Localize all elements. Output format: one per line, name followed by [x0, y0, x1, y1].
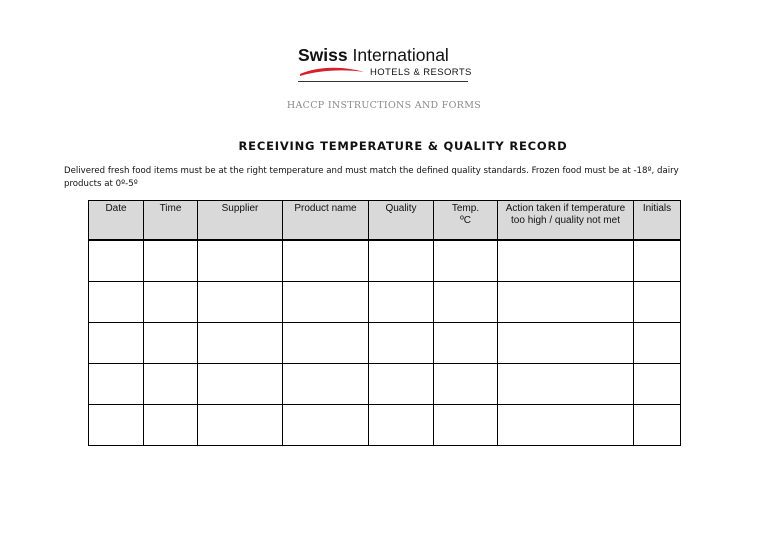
cell-time[interactable]	[144, 364, 198, 405]
header-action-line2: too high / quality not met	[511, 215, 620, 226]
header-supplier: Supplier	[198, 201, 283, 241]
cell-product-name[interactable]	[283, 364, 369, 405]
logo-underline	[298, 81, 468, 82]
cell-quality[interactable]	[369, 240, 434, 282]
cell-action[interactable]	[498, 364, 634, 405]
cell-temp[interactable]	[434, 282, 498, 323]
cell-initials[interactable]	[634, 282, 681, 323]
cell-supplier[interactable]	[198, 364, 283, 405]
logo-wordmark	[298, 44, 449, 66]
cell-temp[interactable]	[434, 364, 498, 405]
header-temp	[434, 201, 498, 241]
cell-date[interactable]	[89, 364, 144, 405]
table-body	[89, 240, 681, 446]
cell-action[interactable]	[498, 323, 634, 364]
cell-supplier[interactable]	[198, 323, 283, 364]
cell-date[interactable]	[89, 282, 144, 323]
cell-quality[interactable]	[369, 405, 434, 446]
logo-brand-regular: International	[352, 45, 449, 65]
company-logo	[298, 44, 470, 88]
cell-temp[interactable]	[434, 323, 498, 364]
table-row	[89, 323, 681, 364]
cell-action[interactable]	[498, 282, 634, 323]
logo-brand-bold: Swiss	[298, 45, 348, 65]
cell-time[interactable]	[144, 240, 198, 282]
cell-time[interactable]	[144, 405, 198, 446]
logo-subtitle: HOTELS & RESORTS	[370, 67, 472, 78]
cell-time[interactable]	[144, 323, 198, 364]
table-row	[89, 364, 681, 405]
table-header-row	[89, 201, 681, 241]
header-temp-line2: ºC	[460, 215, 471, 226]
table-row	[89, 240, 681, 282]
cell-quality[interactable]	[369, 282, 434, 323]
cell-product-name[interactable]	[283, 240, 369, 282]
cell-date[interactable]	[89, 405, 144, 446]
cell-supplier[interactable]	[198, 405, 283, 446]
cell-date[interactable]	[89, 240, 144, 282]
cell-supplier[interactable]	[198, 282, 283, 323]
cell-initials[interactable]	[634, 364, 681, 405]
header-date: Date	[89, 201, 144, 241]
cell-action[interactable]	[498, 240, 634, 282]
header-quality: Quality	[369, 201, 434, 241]
table-row	[89, 405, 681, 446]
document-title: RECEIVING TEMPERATURE & QUALITY RECORD	[238, 139, 568, 153]
cell-quality[interactable]	[369, 364, 434, 405]
section-title: HACCP INSTRUCTIONS AND FORMS	[286, 100, 482, 111]
intro-text: Delivered fresh food items must be at the right temperature and must match the defined quality standards. Frozen food must be at -18º, dairy products at 0º-5º	[64, 166, 679, 189]
table-row	[89, 282, 681, 323]
cell-product-name[interactable]	[283, 405, 369, 446]
cell-temp[interactable]	[434, 405, 498, 446]
header-temp-line1: Temp.	[451, 203, 480, 214]
cell-initials[interactable]	[634, 240, 681, 282]
cell-product-name[interactable]	[283, 282, 369, 323]
header-action	[498, 201, 634, 241]
header-product-name: Product name	[283, 201, 369, 241]
cell-action[interactable]	[498, 405, 634, 446]
header-time: Time	[144, 201, 198, 241]
logo-swoosh-icon	[300, 66, 364, 78]
header-action-line1: Action taken if temperature	[505, 203, 626, 214]
header-initials: Initials	[634, 201, 681, 241]
cell-quality[interactable]	[369, 323, 434, 364]
cell-initials[interactable]	[634, 323, 681, 364]
cell-temp[interactable]	[434, 240, 498, 282]
cell-product-name[interactable]	[283, 323, 369, 364]
cell-time[interactable]	[144, 282, 198, 323]
cell-date[interactable]	[89, 323, 144, 364]
cell-supplier[interactable]	[198, 240, 283, 282]
receiving-record-table	[88, 200, 681, 446]
cell-initials[interactable]	[634, 405, 681, 446]
